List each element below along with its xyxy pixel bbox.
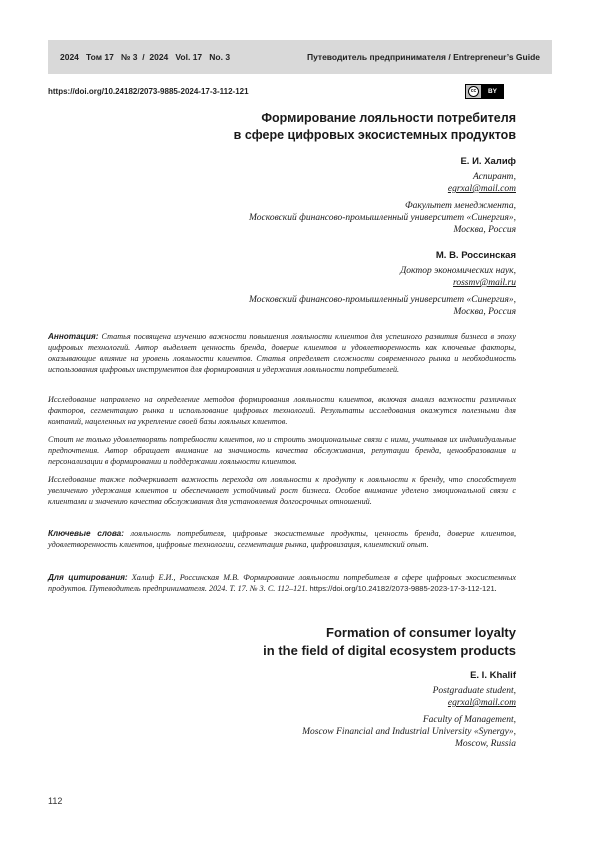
abstract-paragraph-4 (48, 474, 516, 507)
doi-link[interactable]: https://doi.org/10.24182/2073-9885-2024-17-3-112-121 (48, 86, 249, 96)
year-ru: 2024 (60, 52, 79, 62)
journal-header-bar (48, 40, 552, 74)
abstract-paragraph-2 (48, 394, 516, 427)
issue-info (60, 52, 230, 62)
citation-label: Для цитирования: (48, 573, 128, 582)
title-ru-line-1: Формирование лояльности потребителя (261, 111, 516, 125)
abstract-paragraph-1 (48, 331, 516, 375)
cc-by-license-badge[interactable] (465, 84, 504, 99)
title-ru-line-2: в сфере цифровых экосистемных продуктов (233, 128, 516, 142)
abstract-label: Аннотация: (48, 332, 99, 341)
abstract-text-3: Стоит не только удовлетворять потребности клиентов, но и строить эмоциональные связи с ними, учитывая их индивидуальные предпочтения. Автор обращает внимание на значимость качества обслуживания, репутации бренда, ценообразования и персонализации в формировании и поддержании лояльности клиентов. (48, 435, 516, 467)
abstract-text-4: Исследование также подчеркивает важность перехода от лояльности к продукту к лояльности к бренду, что способствует увеличению удержания клиентов и обеспечивает устойчивый рост бизнеса. Особое внимание уделено эмоциональной связи с клиентами и значению качества обслуживания для установления долгосрочных отношений. (48, 475, 516, 507)
abstract-text-2: Исследование направлено на определение методов формирования лояльности клиентов, включая анализ важности различных факторов, сегментацию рынка и использование цифровых технологий. Результаты исследования окажутся полезными для компаний, нацеленных на укрепление своей базы лояльных клиентов. (48, 395, 516, 427)
creative-commons-icon: cc (466, 85, 482, 98)
doi-row (48, 84, 552, 98)
article-title-ru (48, 110, 516, 144)
year-en: 2024 (149, 52, 169, 62)
author-name: E. I. Khalif (470, 670, 516, 681)
author-name: Е. И. Халиф (460, 156, 516, 167)
abstract-paragraph-3 (48, 434, 516, 467)
author-city: Москва, Россия (453, 225, 516, 235)
author-role: Postgraduate student, (432, 686, 516, 696)
title-en-line-2: in the field of digital ecosystem products (263, 643, 516, 658)
author-1-ru (48, 156, 516, 236)
citation-paragraph (48, 572, 516, 594)
journal-name (307, 52, 540, 62)
author-role: Доктор экономических наук, (400, 266, 516, 276)
author-email-link[interactable]: rossmv@mail.ru (452, 278, 516, 288)
separator: / (142, 52, 145, 62)
author-name: М. В. Россинская (435, 250, 516, 261)
issue-en: No. 3 (209, 52, 231, 62)
author-role: Аспирант, (472, 172, 516, 182)
author-email-link[interactable]: egrxal@mail.com (447, 698, 516, 708)
article-title-en (48, 624, 516, 660)
author-university: Московский финансово-промышленный университет «Синергия», (249, 213, 516, 223)
author-2-ru (48, 250, 516, 318)
journal-title: Путеводитель предпринимателя / Entrepreneur’s Guide (306, 52, 540, 62)
author-university: Moscow Financial and Industrial University «Synergy», (302, 727, 516, 737)
title-en-line-1: Formation of consumer loyalty (326, 625, 516, 640)
keywords-paragraph (48, 528, 516, 550)
keywords-label: Ключевые слова: (48, 529, 124, 538)
page-number: 112 (48, 796, 63, 806)
keywords-text: лояльность потребителя, цифровые экосистемные продукты, ценность бренда, доверие клиентов, удовлетворенность клиентов, цифровые технологии, сегментация рынка, цифровизация, клиентский опыт. (48, 529, 516, 550)
author-university: Московский финансово-промышленный университет «Синергия», (249, 295, 516, 305)
license-label: BY (482, 85, 503, 98)
issue-ru: № 3 (120, 52, 138, 62)
volume-ru: Том 17 (86, 52, 114, 62)
author-faculty: Факультет менеджмента, (404, 201, 516, 211)
author-city: Москва, Россия (453, 307, 516, 317)
citation-doi-link[interactable]: https://doi.org/10.24182/2073-9885-2023-17-3-112-121 (309, 584, 495, 594)
citation-end: . (494, 584, 497, 594)
abstract-text-1: Статья посвящена изучению важности повышения лояльности клиентов для успешного развития бизнеса в эпоху цифровых технологий. Автор выделяет ценность бренда, доверие клиентов и удовлетворенность как ключевые факторы, оказывающие влияние на уровень лояльности клиентов. Статья определяет сложности современного рынка и необходимость использования цифровых инструментов для формирования и удержания лояльности потребителей. (48, 332, 516, 375)
author-faculty: Faculty of Management, (422, 715, 516, 725)
author-1-en (48, 670, 516, 750)
citation-text: Халиф Е.И., Россинская М.В. Формирование лояльности потребителя в сфере цифровых экосистемных продуктов. Путеводитель предпринимателя. 2024. Т. 17. № 3. С. 112–121. (48, 573, 516, 594)
author-email-link[interactable]: egrxal@mail.com (447, 184, 516, 194)
author-city: Moscow, Russia (454, 739, 516, 749)
volume-en: Vol. 17 (175, 52, 203, 62)
